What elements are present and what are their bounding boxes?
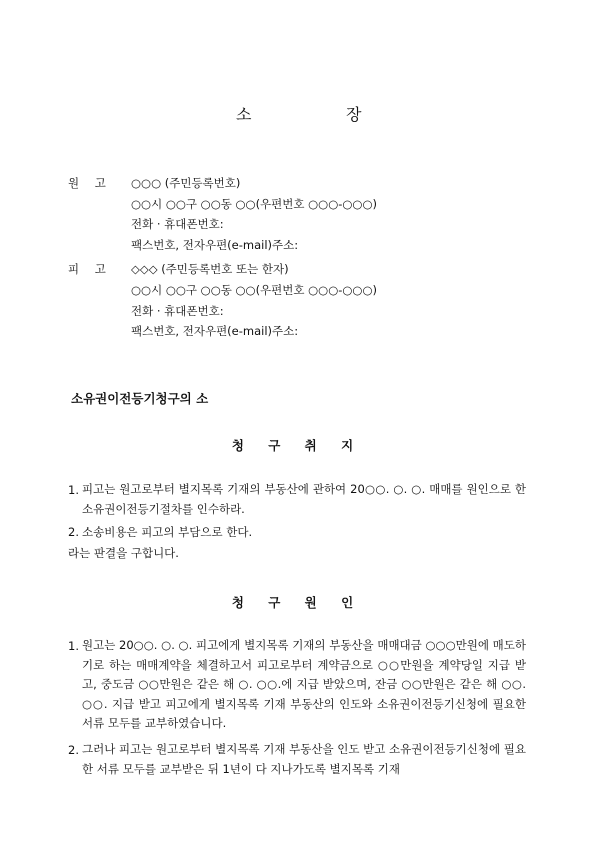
claim-2-text: 소송비용은 피고의 부담으로 한다.: [82, 525, 253, 539]
plaintiff-address: ○○시 ○○구 ○○동 ○○(우편번호 ○○○-○○○): [131, 197, 377, 211]
document-title: [0, 102, 595, 122]
defendant-role: 피 고: [68, 262, 106, 276]
title-char-left: 소: [236, 105, 252, 124]
cause-2-number: 2.: [68, 743, 79, 757]
title-char-right: 장: [346, 105, 362, 124]
plaintiff-fax-email: 팩스번호, 전자우편(e-mail)주소:: [131, 238, 299, 252]
claim-closing: 라는 판결을 구합니다.: [68, 546, 179, 560]
claim-heading: 청 구 취 지: [231, 438, 364, 453]
cause-1-text: 원고는 20○○. ○. ○. 피고에게 별지목록 기재의 부동산을 매매대금 ○○○만원에 매도하기로 하는 매매계약을 체결하고서 피고로부터 계약금으로 ○○만원을 계약당일 지급 받고, 중도금 ○○만원은 같은 해 ○. ○○.에 지급 받았으며, 잔금 ○○만원은 같은 해 ○○. ○○. 지급 받고 피고에게 별지목록 기재 부동산의 인도와 소유권이전등기신청에 필요한 서류 모두를 교부하였습니다.: [82, 638, 526, 730]
plaintiff-role: 원 고: [68, 176, 106, 190]
cause-1-number: 1.: [68, 639, 79, 653]
claim-1-number: 1.: [68, 483, 79, 497]
case-name: 소유권이전등기청구의 소: [71, 391, 209, 406]
defendant-fax-email: 팩스번호, 전자우편(e-mail)주소:: [131, 324, 299, 338]
cause-heading: 청 구 원 인: [231, 595, 364, 610]
cause-2-text: 그러나 피고는 원고로부터 별지목록 기재 부동산을 인도 받고 소유권이전등기신청에 필요한 서류 모두를 교부받은 뒤 1년이 다 지나가도록 별지목록 기재: [82, 742, 526, 776]
claim-1-text: 피고는 원고로부터 별지목록 기재의 부동산에 관하여 20○○. ○. ○. 매매를 원인으로 한 소유권이전등기절차를 인수하라.: [82, 482, 526, 516]
defendant-name: ◇◇◇ (주민등록번호 또는 한자): [131, 262, 289, 276]
claim-2-number: 2.: [68, 525, 79, 539]
plaintiff-name: ○○○ (주민등록번호): [131, 176, 241, 190]
defendant-address: ○○시 ○○구 ○○동 ○○(우편번호 ○○○-○○○): [131, 283, 377, 297]
defendant-phone: 전화 · 휴대폰번호:: [131, 304, 224, 318]
plaintiff-phone: 전화 · 휴대폰번호:: [131, 217, 224, 231]
